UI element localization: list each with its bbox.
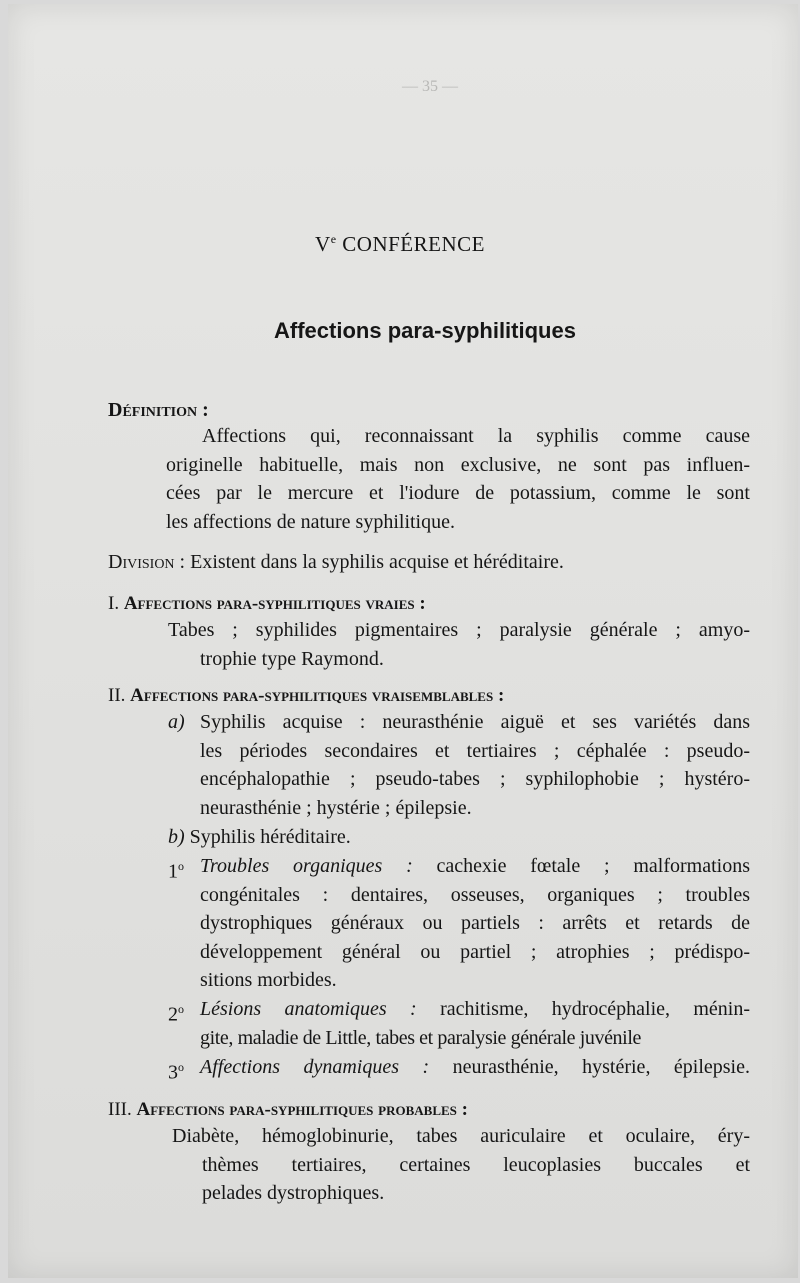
page-mark: — 35 —	[402, 78, 458, 95]
section3-text	[172, 1122, 750, 1208]
item2-number: 2$^o$	[168, 1002, 184, 1026]
section1-text	[168, 616, 750, 673]
conference-number: V	[315, 232, 331, 256]
definition-line: cées par le mercure et l'iodure de potassium, comme le sont	[166, 482, 750, 504]
item2-label: Lésions anatomiques :	[200, 998, 417, 1020]
section2-b-marker: b)	[168, 826, 185, 848]
definition-heading: Définition :	[108, 399, 209, 421]
item3-number: 3$^o$	[168, 1060, 184, 1084]
section1-line: trophie type Raymond.	[200, 647, 384, 670]
section2-a-line: les périodes secondaires et tertiaires ; céphalée : pseudo-	[200, 739, 750, 762]
item3-line: Affections dynamiques : neurasthénie, hystérie, épilepsie.	[200, 1056, 750, 1078]
section2-a-marker: a)	[168, 711, 185, 733]
item2-line: gite, maladie de Little, tabes et paralysie générale juvénile	[200, 1026, 641, 1049]
division-text: Existent dans la syphilis acquise et héréditaire.	[190, 551, 564, 573]
division-heading: Division :	[108, 551, 186, 573]
section2-b	[168, 823, 351, 851]
section2-a-text	[200, 708, 750, 822]
section3-line: thèmes tertiaires, certaines leucoplasies buccales et	[202, 1153, 750, 1176]
item1-line: sitions morbides.	[200, 969, 337, 991]
section1-heading: I. Affections para-syphilitiques vraies :	[108, 593, 426, 614]
section1-line: Tabes ; syphilides pigmentaires ; paralysie générale ; amyo-	[168, 619, 750, 641]
section2-b-text: Syphilis héréditaire.	[189, 826, 351, 848]
conference-label: CONFÉRENCE	[342, 232, 485, 256]
definition-text	[166, 422, 750, 536]
definition-line: originelle habituelle, mais non exclusive, ne sont pas influen-	[166, 453, 750, 476]
item2-line: Lésions anatomiques : rachitisme, hydrocéphalie, ménin-	[200, 998, 751, 1020]
item1-line: dystrophiques généraux ou partiels : arrêts et retards de	[200, 912, 750, 934]
conference-suffix: e	[330, 232, 337, 246]
section2-a-line: Syphilis acquise : neurasthénie aiguë et ses variétés dans	[200, 711, 750, 733]
section3-line: Diabète, hémoglobinurie, tabes auriculaire et oculaire, éry-	[172, 1125, 750, 1147]
section3-heading: III. Affections para-syphilitiques probables :	[108, 1099, 468, 1120]
item3-label: Affections dynamiques :	[200, 1056, 430, 1078]
item1-line: congénitales : dentaires, osseuses, organiques ; troubles	[200, 883, 750, 906]
item1-line: Troubles organiques : cachexie fœtale ; malformations	[200, 855, 750, 877]
page-title: Affections para-syphilitiques	[274, 318, 576, 343]
item1-label: Troubles organiques :	[200, 855, 413, 877]
division-line	[108, 548, 564, 576]
conference-heading	[0, 232, 800, 257]
section2-heading: II. Affections para-syphilitiques vraisemblables :	[108, 685, 505, 706]
definition-line: les affections de nature syphilitique.	[166, 510, 455, 533]
item3-text	[200, 1053, 750, 1082]
item1-number: 1$^o$	[168, 859, 184, 883]
item2-text	[200, 995, 750, 1052]
section2-a-line: neurasthénie ; hystérie ; épilepsie.	[200, 796, 472, 819]
item1-text	[200, 852, 750, 995]
definition-line: Affections qui, reconnaissant la syphilis comme cause	[202, 425, 750, 447]
item1-line: développement général ou partiel ; atrophies ; prédispo-	[200, 940, 750, 963]
section3-line: pelades dystrophiques.	[202, 1182, 385, 1204]
section2-a-line: encéphalopathie ; pseudo-tabes ; syphilophobie ; hystéro-	[200, 768, 750, 790]
